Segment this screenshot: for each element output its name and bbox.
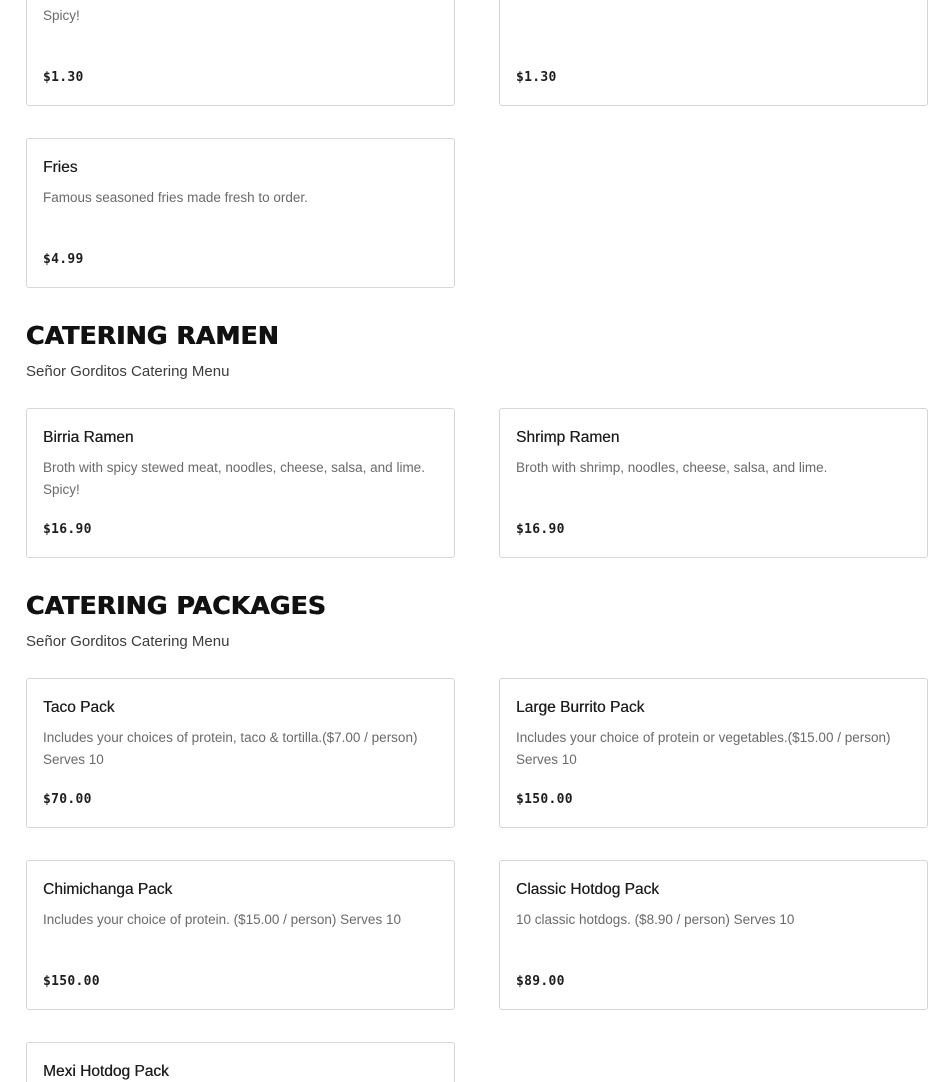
menu-item-card-chimichanga-pack[interactable]: [26, 860, 455, 1010]
menu-item-price: $150.00: [43, 974, 100, 989]
menu-item-card-shrimp-ramen[interactable]: [499, 408, 928, 558]
menu-item-price: $150.00: [516, 792, 573, 807]
menu-item-price: $4.99: [43, 252, 84, 267]
menu-item-name: Large Burrito Pack: [516, 699, 645, 716]
menu-item-description: Includes your choice of protein. ($15.00 / person) Serves 10: [43, 912, 401, 927]
menu-item-card-classic-hotdog-pack[interactable]: [499, 860, 928, 1010]
section-subtitle: Señor Gorditos Catering Menu: [26, 633, 230, 650]
menu-item-name: Shrimp Ramen: [516, 429, 620, 446]
section-title-catering-packages: CATERING PACKAGES: [26, 591, 327, 620]
menu-item-name: Mexi Hotdog Pack: [43, 1063, 169, 1080]
menu-item-card[interactable]: [499, 0, 928, 106]
menu-item-description: Famous seasoned fries made fresh to order.: [43, 190, 308, 205]
menu-item-price: $1.30: [43, 70, 84, 85]
menu-item-name: Fries: [43, 159, 78, 176]
menu-item-description: Spicy!: [43, 8, 80, 23]
menu-item-description: Includes your choices of protein, taco & tortilla.($7.00 / person) Serves 10: [43, 730, 418, 767]
menu-item-name: Birria Ramen: [43, 429, 134, 446]
menu-item-price: $89.00: [516, 974, 565, 989]
menu-item-card-large-burrito-pack[interactable]: [499, 678, 928, 828]
menu-item-name: Taco Pack: [43, 699, 115, 716]
menu-item-card-fries[interactable]: [26, 138, 455, 288]
menu-item-description: 10 classic hotdogs. ($8.90 / person) Serves 10: [516, 912, 795, 927]
menu-item-description: Includes your choice of protein or vegetables.($15.00 / person) Serves 10: [516, 730, 891, 767]
menu-item-description: Broth with spicy stewed meat, noodles, cheese, salsa, and lime. Spicy!: [43, 460, 425, 497]
menu-item-card-mexi-hotdog-pack[interactable]: [26, 1042, 455, 1082]
menu-item-name: Chimichanga Pack: [43, 881, 173, 898]
section-title-catering-ramen: CATERING RAMEN: [26, 321, 279, 350]
menu-item-card[interactable]: [26, 0, 455, 106]
menu-item-card-taco-pack[interactable]: [26, 678, 455, 828]
menu-item-price: $70.00: [43, 792, 92, 807]
menu-item-name: Classic Hotdog Pack: [516, 881, 660, 898]
section-subtitle: Señor Gorditos Catering Menu: [26, 363, 230, 380]
menu-item-price: $16.90: [43, 522, 92, 537]
menu-item-price: $16.90: [516, 522, 565, 537]
menu-item-card-birria-ramen[interactable]: [26, 408, 455, 558]
menu-item-description: Broth with shrimp, noodles, cheese, salsa, and lime.: [516, 460, 828, 475]
menu-item-price: $1.30: [516, 70, 557, 85]
